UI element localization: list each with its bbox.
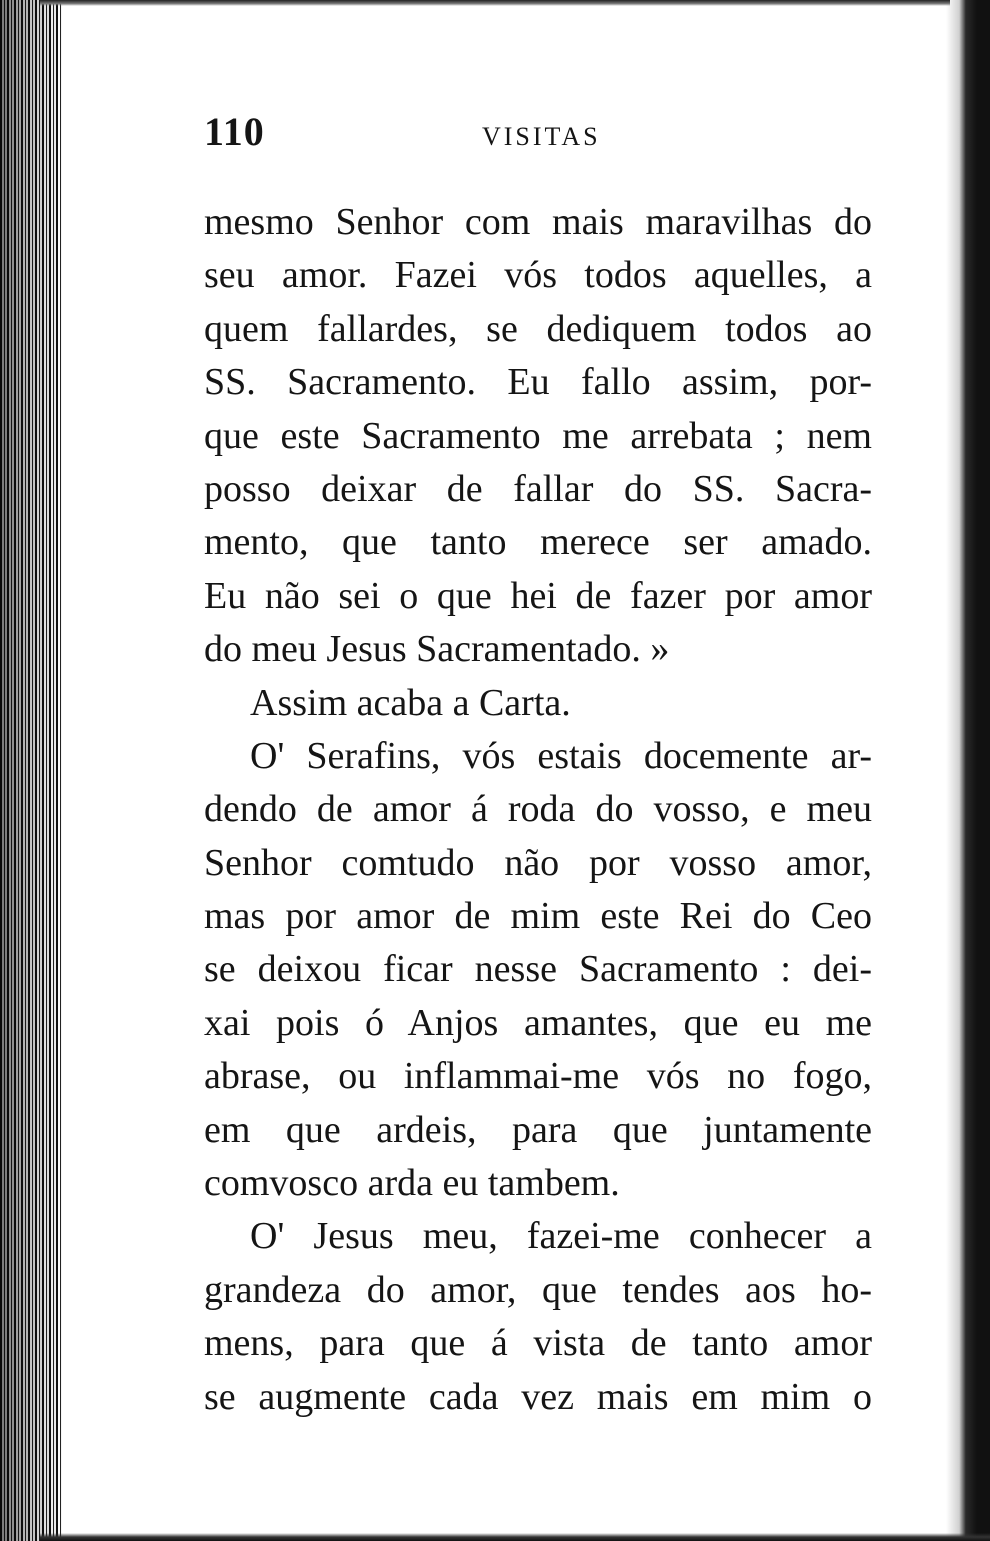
text-line: Assim acaba a Carta. [250, 681, 571, 724]
text-line: seu amor. Fazei vós todos aquelles, a [204, 254, 872, 297]
book-gutter [0, 0, 62, 1541]
page-edge-bottom [40, 1533, 990, 1541]
text-line: O' Jesus meu, fazei-me conhecer a [250, 1215, 872, 1258]
text-line: SS. Sacramento. Eu fallo assim, por- [204, 361, 872, 404]
text-line: quem fallardes, se dediquem todos ao [204, 307, 872, 350]
text-line: dendo de amor á roda do vosso, e meu [204, 788, 872, 831]
text-line: em que ardeis, para que juntamente [204, 1108, 872, 1151]
text-line: posso deixar de fallar do SS. Sacra- [204, 467, 872, 510]
text-line: Senhor comtudo não por vosso amor, [204, 841, 872, 884]
running-head: VISITAS [482, 122, 601, 151]
text-line: se deixou ficar nesse Sacramento : dei- [204, 948, 872, 991]
text-line: xai pois ó Anjos amantes, que eu me [204, 1001, 872, 1044]
text-line: O' Serafins, vós estais docemente ar- [250, 734, 872, 777]
text-line: grandeza do amor, que tendes aos ho- [204, 1268, 872, 1311]
page-edge-top [40, 0, 950, 6]
page-number: 110 [204, 109, 265, 154]
text-line: Eu não sei o que hei de fazer por amor [204, 574, 872, 617]
text-line: que este Sacramento me arrebata ; nem [204, 414, 872, 457]
text-line: mens, para que á vista de tanto amor [204, 1322, 872, 1365]
text-line: mas por amor de mim este Rei do Ceo [204, 895, 872, 938]
text-line: se augmente cada vez mais em mim o [204, 1375, 872, 1418]
body-text [204, 196, 872, 1424]
text-line: abrase, ou inflammai-me vós no fogo, [204, 1055, 872, 1098]
text-line: mento, que tanto merece ser amado. [204, 521, 872, 564]
text-line: comvosco arda eu tambem. [204, 1162, 620, 1205]
page-header [204, 108, 804, 158]
text-line: do meu Jesus Sacramentado. » [204, 628, 670, 671]
page-edge-right [946, 0, 990, 1541]
text-line: mesmo Senhor com mais maravilhas do [204, 201, 872, 243]
